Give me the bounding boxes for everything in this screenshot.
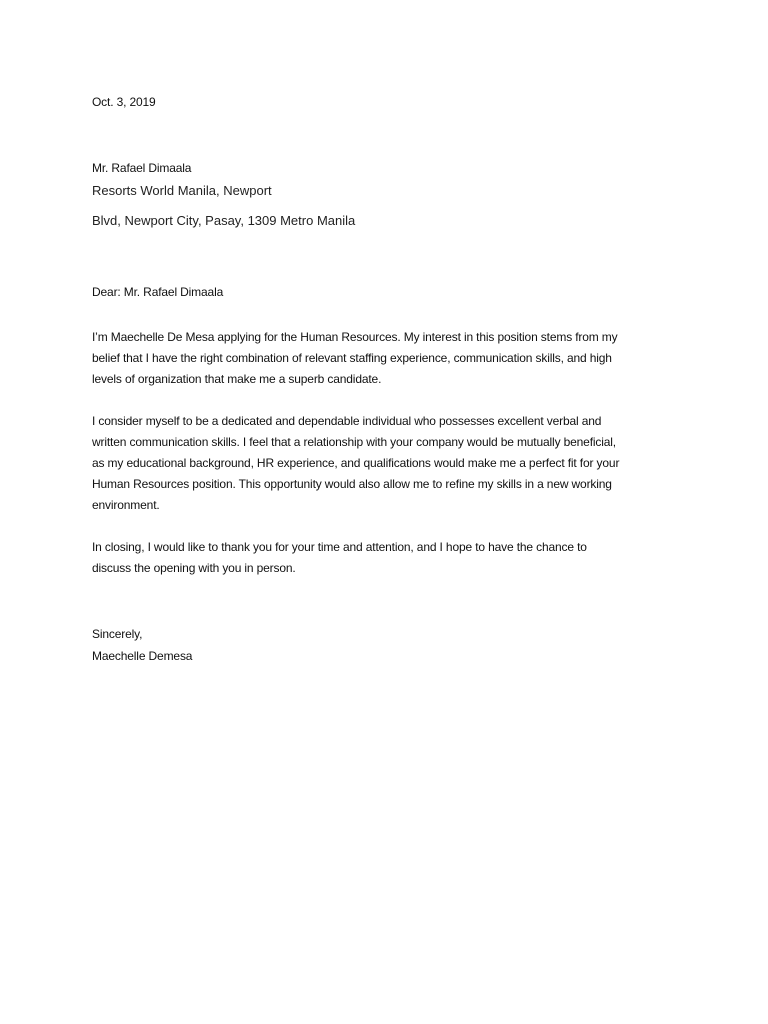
paragraph-line: Human Resources position. This opportunity would also allow me to refine my skills in a new working [92,477,612,491]
paragraph-line: In closing, I would like to thank you for your time and attention, and I hope to have the chance to [92,540,587,554]
paragraph-intro [92,327,618,390]
closing-phrase: Sincerely, [92,627,143,641]
recipient-address-line-1: Resorts World Manila, Newport [92,183,272,198]
paragraph-closing [92,537,587,579]
recipient-address-line-2: Blvd, Newport City, Pasay, 1309 Metro Manila [92,213,356,228]
signature-name: Maechelle Demesa [92,649,193,663]
paragraph-line: discuss the opening with you in person. [92,561,296,575]
salutation: Dear: Mr. Rafael Dimaala [92,285,224,299]
paragraph-line: written communication skills. I feel that a relationship with your company would be mutually beneficial, [92,435,616,449]
paragraph-line: levels of organization that make me a superb candidate. [92,372,382,386]
paragraph-line: I’m Maechelle De Mesa applying for the Human Resources. My interest in this position stems from my [92,330,618,344]
paragraph-line: environment. [92,498,160,512]
paragraph-line: I consider myself to be a dedicated and dependable individual who possesses excellent verbal and [92,414,602,428]
letter-date: Oct. 3, 2019 [92,95,156,109]
recipient-name: Mr. Rafael Dimaala [92,161,192,175]
paragraph-qualifications [92,411,619,516]
paragraph-line: belief that I have the right combination of relevant staffing experience, communication skills, and high [92,351,612,365]
paragraph-line: as my educational background, HR experience, and qualifications would make me a perfect fit for your [92,456,620,470]
